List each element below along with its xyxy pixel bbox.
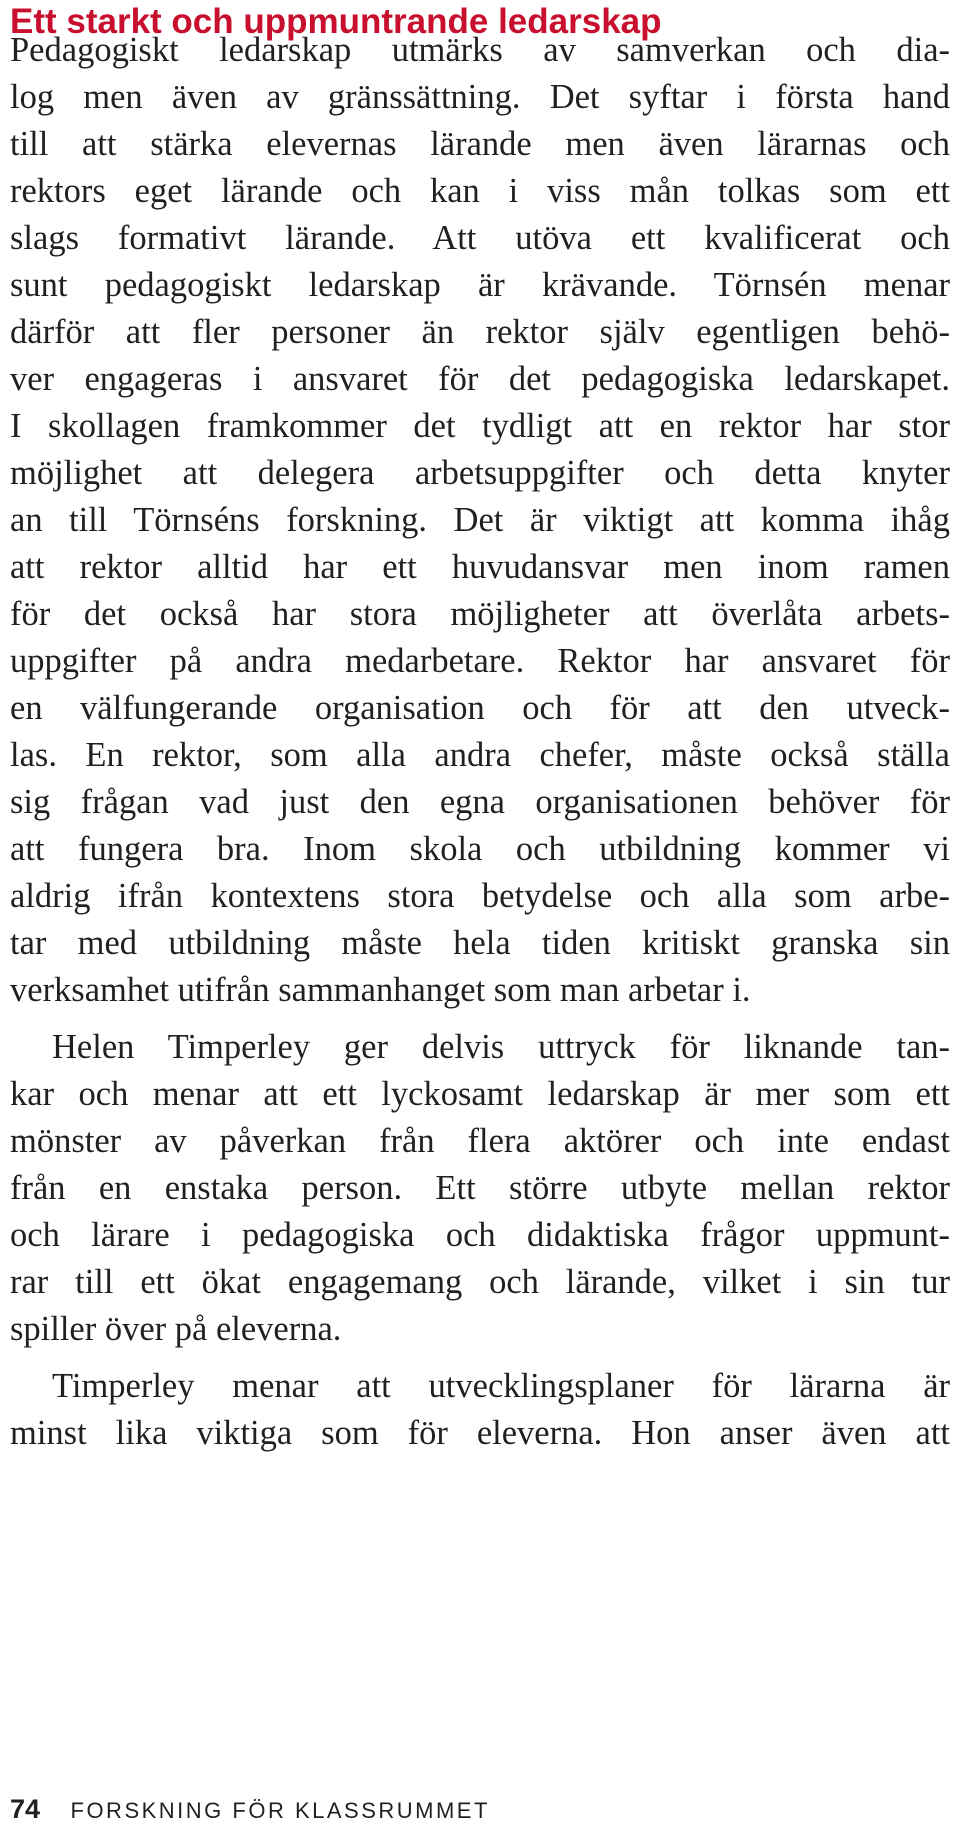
text-line: därför att fler personer än rektor själv egentligen behö- bbox=[10, 313, 950, 351]
text-line: Helen Timperley ger delvis uttryck för liknande tan- bbox=[52, 1028, 950, 1066]
page-number: 74 bbox=[10, 1794, 41, 1824]
text-line: ver engageras i ansvaret för det pedagogiska ledarskapet. bbox=[10, 360, 950, 398]
text-line: från en enstaka person. Ett större utbyte mellan rektor bbox=[10, 1169, 950, 1207]
text-line: las. En rektor, som alla andra chefer, måste också ställa bbox=[10, 736, 950, 774]
running-title: FORSKNING FÖR KLASSRUMMET bbox=[70, 1798, 490, 1823]
text-line: log men även av gränssättning. Det syftar i första hand bbox=[10, 78, 950, 116]
text-line: an till Törnséns forskning. Det är viktigt att komma ihåg bbox=[10, 501, 950, 539]
text-line: aldrig ifrån kontextens stora betydelse och alla som arbe- bbox=[10, 877, 950, 915]
text-line: slags formativt lärande. Att utöva ett kvalificerat och bbox=[10, 219, 950, 257]
text-line: att fungera bra. Inom skola och utbildning kommer vi bbox=[10, 830, 950, 868]
text-line: och lärare i pedagogiska och didaktiska frågor uppmunt- bbox=[10, 1216, 950, 1254]
text-line: Timperley menar att utvecklingsplaner för lärarna är bbox=[52, 1367, 950, 1405]
text-line: uppgifter på andra medarbetare. Rektor har ansvaret för bbox=[10, 642, 950, 680]
text-line: kar och menar att ett lyckosamt ledarskap är mer som ett bbox=[10, 1075, 950, 1113]
text-line: möjlighet att delegera arbetsuppgifter och detta knyter bbox=[10, 454, 950, 492]
text-line: verksamhet utifrån sammanhanget som man arbetar i. bbox=[10, 971, 751, 1009]
text-line: rektors eget lärande och kan i viss mån tolkas som ett bbox=[10, 172, 950, 210]
text-line: för det också har stora möjligheter att överlåta arbets- bbox=[10, 595, 950, 633]
text-line: spiller över på eleverna. bbox=[10, 1310, 342, 1348]
section-heading: Ett starkt och uppmuntrande ledarskap bbox=[10, 2, 662, 41]
text-line: tar med utbildning måste hela tiden kritiskt granska sin bbox=[10, 924, 950, 962]
text-line: en välfungerande organisation och för att den utveck- bbox=[10, 689, 950, 727]
text-line: I skollagen framkommer det tydligt att en rektor har stor bbox=[10, 407, 950, 445]
text-line: mönster av påverkan från flera aktörer och inte endast bbox=[10, 1122, 950, 1160]
text-line: att rektor alltid har ett huvudansvar men inom ramen bbox=[10, 548, 950, 586]
page-footer bbox=[10, 1794, 490, 1825]
text-line: sig frågan vad just den egna organisationen behöver för bbox=[10, 783, 950, 821]
text-line: minst lika viktiga som för eleverna. Hon anser även att bbox=[10, 1414, 950, 1452]
text-line: rar till ett ökat engagemang och lärande, vilket i sin tur bbox=[10, 1263, 950, 1301]
text-line: till att stärka elevernas lärande men även lärarnas och bbox=[10, 125, 950, 163]
text-line: Pedagogiskt ledarskap utmärks av samverkan och dia- bbox=[10, 31, 950, 69]
text-line: sunt pedagogiskt ledarskap är krävande. Törnsén menar bbox=[10, 266, 950, 304]
